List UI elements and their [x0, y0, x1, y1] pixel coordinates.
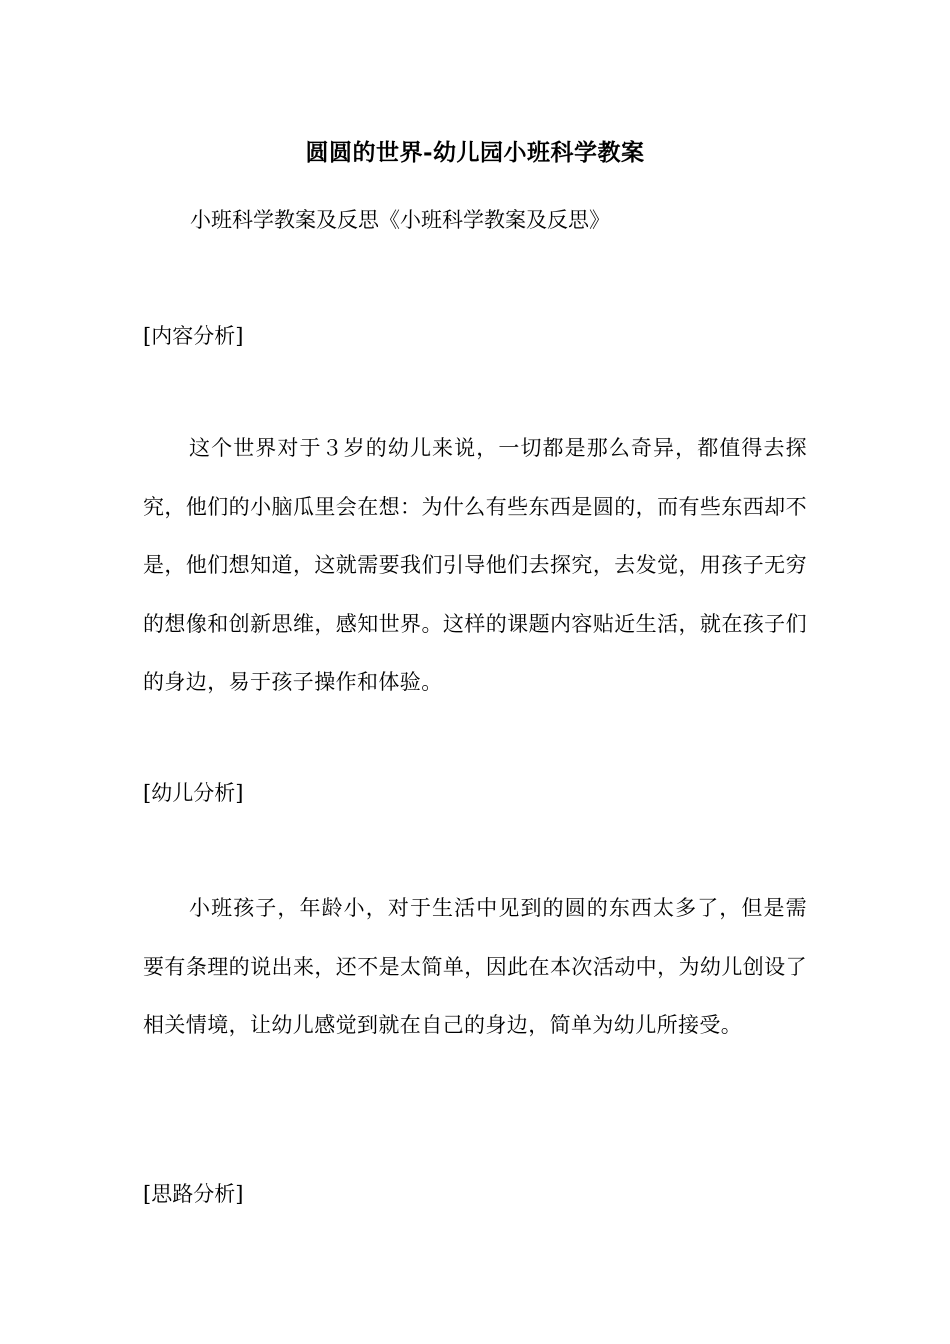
section-heading-child-analysis: [幼儿分析]: [143, 781, 244, 805]
document-subtitle: 小班科学教案及反思《小班科学教案及反思》: [190, 208, 610, 232]
section-paragraph-child-analysis: 小班孩子，年龄小，对于生活中见到的圆的东西太多了，但是需要有条理的说出来，还不是太简单，因此在本次活动中，为幼儿创设了相关情境，让幼儿感觉到就在自己的身边，简单为幼儿所接受。: [143, 896, 807, 1037]
section-heading-content-analysis: [内容分析]: [143, 324, 244, 348]
section-heading-approach-analysis: [思路分析]: [143, 1182, 244, 1206]
section-paragraph-content-analysis: 这个世界对于３岁的幼儿来说，一切都是那么奇异，都值得去探究，他们的小脑瓜里会在想：为什么有些东西是圆的，而有些东西却不是，他们想知道，这就需要我们引导他们去探究，去发觉，用孩子无穷的想像和创新思维，感知世界。这样的课题内容贴近生活，就在孩子们的身边，易于孩子操作和体验。: [143, 436, 807, 694]
document-title: 圆圆的世界-幼儿园小班科学教案: [305, 139, 645, 166]
